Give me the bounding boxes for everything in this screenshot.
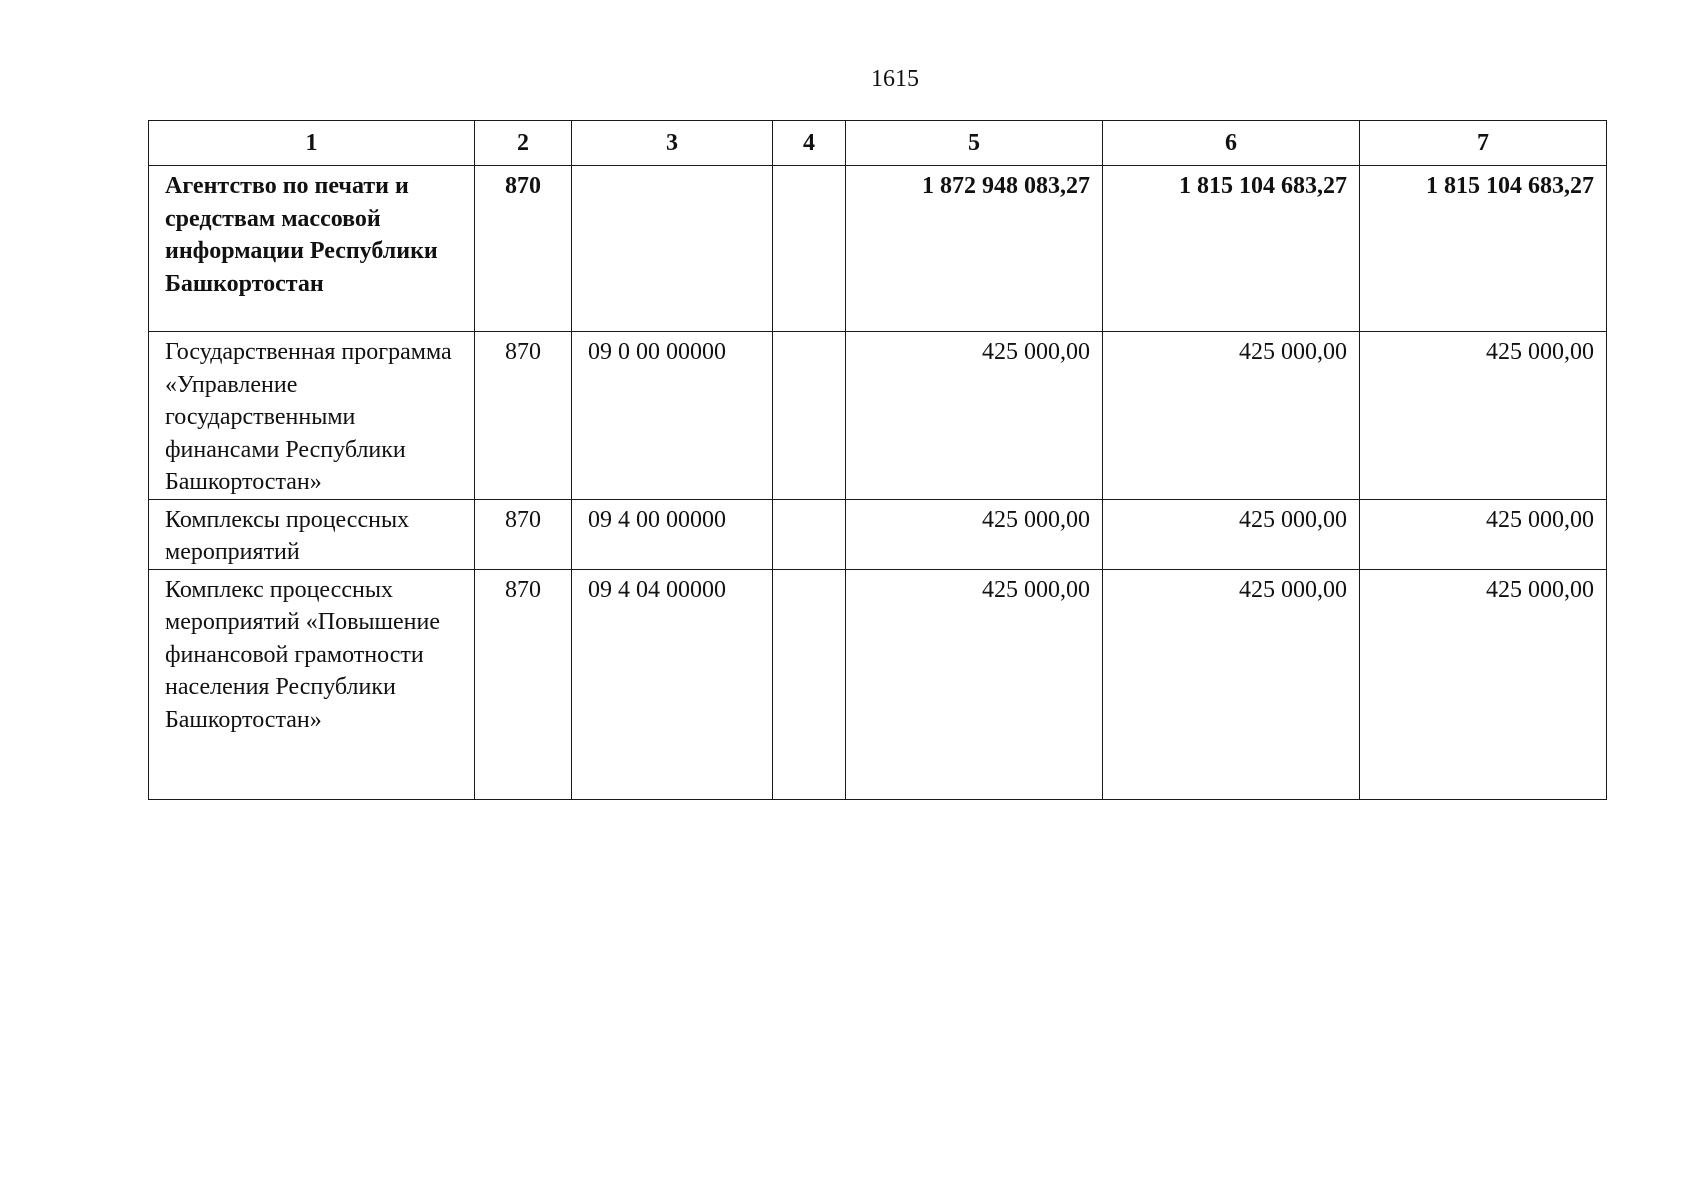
expense-type [773,332,846,500]
amount-col7: 1 815 104 683,27 [1360,166,1607,332]
table-row [149,166,1607,332]
row-name: Комплекс процессных мероприятий «Повышение финансовой грамотности населения Республики Башкортостан» [149,569,475,799]
amount-col7: 425 000,00 [1360,499,1607,569]
amount-col6: 425 000,00 [1103,332,1360,500]
expense-type [773,499,846,569]
table-row [149,332,1607,500]
column-header-7: 7 [1360,121,1607,166]
table-row [149,569,1607,799]
amount-col6: 425 000,00 [1103,569,1360,799]
row-name: Агентство по печати и средствам массовой информации Республики Башкортостан [149,166,475,332]
expense-type [773,569,846,799]
amount-col5: 425 000,00 [846,569,1103,799]
table-header-row [149,121,1607,166]
column-header-6: 6 [1103,121,1360,166]
page-number: 1615 [871,66,919,92]
target-article: 09 4 04 00000 [572,569,773,799]
target-article [572,166,773,332]
column-header-1: 1 [149,121,475,166]
row-name: Комплексы процессных мероприятий [149,499,475,569]
target-article: 09 4 00 00000 [572,499,773,569]
column-header-4: 4 [773,121,846,166]
amount-col5: 1 872 948 083,27 [846,166,1103,332]
amount-col6: 1 815 104 683,27 [1103,166,1360,332]
expense-type [773,166,846,332]
amount-col7: 425 000,00 [1360,332,1607,500]
amount-col7: 425 000,00 [1360,569,1607,799]
column-header-2: 2 [475,121,572,166]
amount-col6: 425 000,00 [1103,499,1360,569]
ministry-code: 870 [475,569,572,799]
ministry-code: 870 [475,332,572,500]
column-header-5: 5 [846,121,1103,166]
amount-col5: 425 000,00 [846,499,1103,569]
row-name: Государственная программа «Управление государственными финансами Республики Башкортостан» [149,332,475,500]
table-row [149,499,1607,569]
ministry-code: 870 [475,499,572,569]
amount-col5: 425 000,00 [846,332,1103,500]
ministry-code: 870 [475,166,572,332]
column-header-3: 3 [572,121,773,166]
budget-table [148,120,1607,800]
target-article: 09 0 00 00000 [572,332,773,500]
